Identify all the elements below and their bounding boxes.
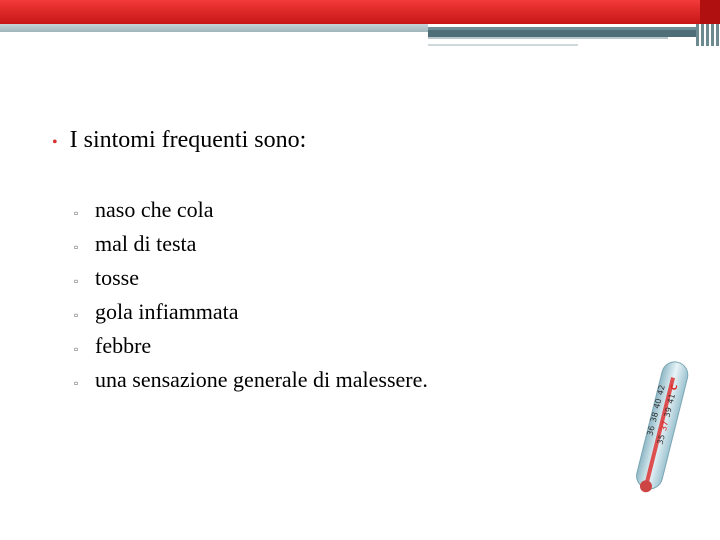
square-bullet-icon: ▫	[74, 308, 79, 322]
thermo-label-c: C	[669, 383, 680, 392]
thermo-label-40: 40	[652, 397, 664, 410]
list-item	[74, 333, 428, 367]
square-bullet-icon: ▫	[74, 342, 79, 356]
thermo-label-39: 39	[662, 406, 674, 419]
square-bullet-icon: ▫	[74, 376, 79, 390]
header-rule	[428, 37, 668, 39]
thermo-label-41: 41	[665, 392, 678, 405]
thermo-label-38: 38	[648, 411, 661, 424]
thermo-label-35: 35	[655, 433, 667, 446]
list-item	[74, 231, 428, 265]
symptom-text: tosse	[95, 265, 139, 290]
square-bullet-icon: ▫	[74, 240, 79, 254]
list-item	[74, 367, 428, 401]
thermometer-icon	[622, 356, 698, 504]
header-teal-band-left	[0, 24, 428, 32]
square-bullet-icon: ▫	[74, 274, 79, 288]
symptom-text: mal di testa	[95, 231, 197, 256]
square-bullet-icon: ▫	[74, 206, 79, 220]
list-item	[74, 265, 428, 299]
symptom-text: naso che cola	[95, 197, 214, 222]
thermo-label-37: 37	[659, 419, 671, 432]
symptom-text: febbre	[95, 333, 152, 358]
thermo-label-42: 42	[655, 383, 667, 397]
header-rule-short	[428, 44, 578, 46]
symptom-text: una sensazione generale di malessere.	[95, 367, 428, 392]
bullet-dot-icon: •	[52, 134, 58, 151]
slide-heading: I sintomi frequenti sono:	[69, 127, 307, 153]
symptom-list	[74, 197, 428, 401]
list-item	[74, 299, 428, 333]
header-corner-stripes	[696, 24, 720, 46]
list-item	[74, 197, 428, 231]
header-teal-band-right	[428, 24, 720, 34]
header-red-bar	[0, 0, 720, 24]
symptom-text: gola infiammata	[95, 299, 239, 324]
thermo-label-36: 36	[645, 424, 657, 437]
main-bullet	[52, 127, 306, 154]
